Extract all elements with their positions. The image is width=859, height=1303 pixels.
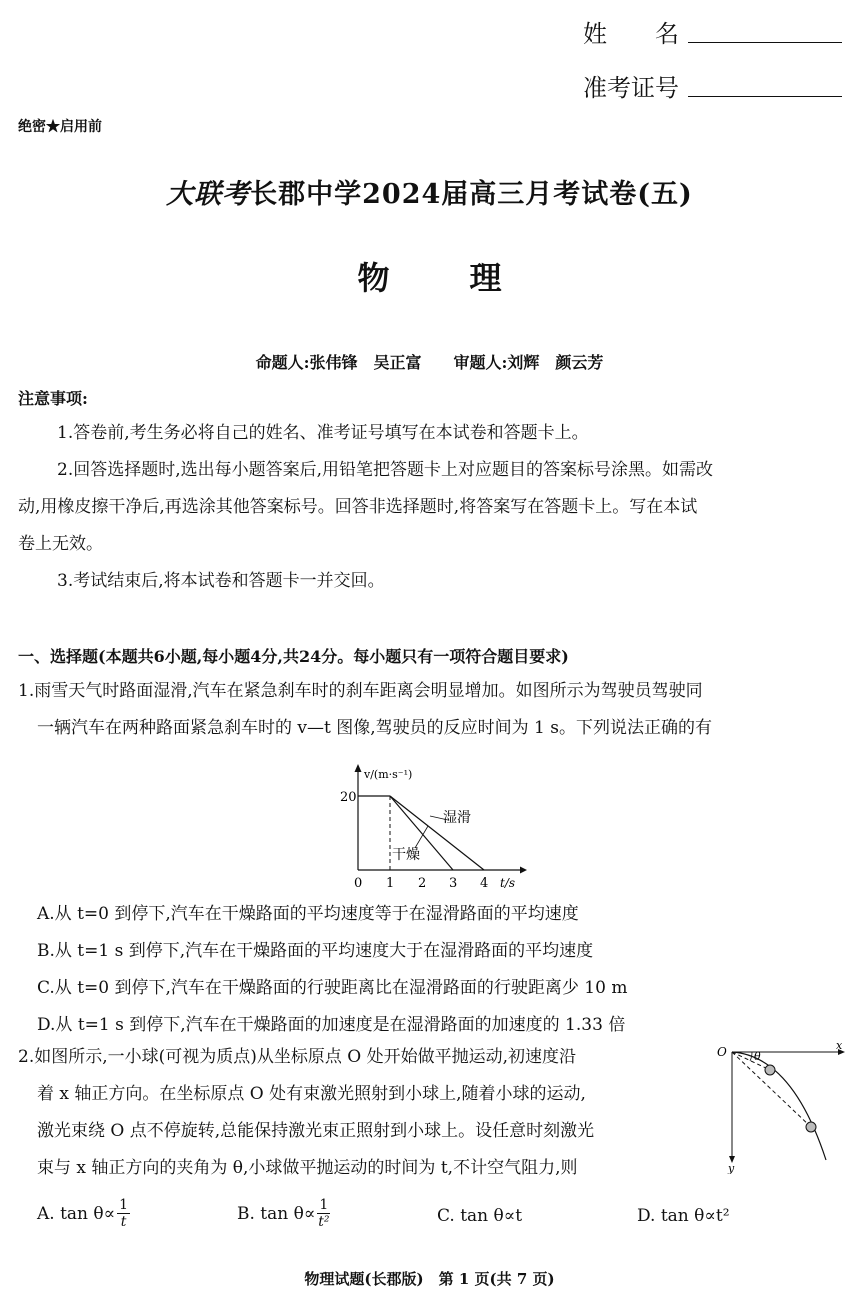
y-tick-20: 20 <box>340 790 357 805</box>
exam-id-field[interactable] <box>688 96 842 97</box>
q2-option-d: D. tan θ∝t² <box>637 1206 730 1226</box>
subject-char-1: 物 <box>357 259 390 297</box>
q2-option-b-prefix: B. tan θ∝ <box>237 1203 316 1224</box>
trajectory-curve <box>732 1052 826 1160</box>
page-footer: 物理试题(长郡版) 第 1 页(共 7 页) <box>304 1270 555 1288</box>
x-tick-3: 3 <box>449 876 458 891</box>
q1-vt-graph <box>330 758 530 896</box>
ball-position-1 <box>765 1065 775 1075</box>
q2-stem-line3: 激光束绕 O 点不停旋转,总能保持激光束正照射到小球上。设任意时刻激光 <box>37 1121 595 1141</box>
y-axis-arrow <box>355 764 362 772</box>
q1-option-a: A.从 t=0 到停下,汽车在干燥路面的平均速度等于在湿滑路面的平均速度 <box>37 904 579 924</box>
laser-beam-2 <box>732 1052 811 1127</box>
notice-item-1: 1.答卷前,考生务必将自己的姓名、准考证号填写在本试卷和答题卡上。 <box>57 423 589 443</box>
q1-option-d: D.从 t=1 s 到停下,汽车在干燥路面的加速度是在湿滑路面的加速度的 1.33 倍 <box>37 1015 626 1035</box>
q1-stem-line2: 一辆汽车在两种路面紧急刹车时的 v—t 图像,驾驶员的反应时间为 1 s。下列说法正确的有 <box>37 718 712 738</box>
x-axis-label: t/s <box>500 876 516 890</box>
q2-stem-line2: 着 x 轴正方向。在坐标原点 O 处有束激光照射到小球上,随着小球的运动, <box>37 1084 586 1104</box>
notice-heading: 注意事项: <box>18 389 88 408</box>
notice-item-2: 2.回答选择题时,选出每小题答案后,用铅笔把答题卡上对应题目的答案标号涂黑。如需改 <box>57 460 714 480</box>
notice-item-3: 3.考试结束后,将本试卷和答题卡一并交回。 <box>57 571 385 591</box>
y-axis-label: v/(m·s⁻¹) <box>364 768 413 781</box>
subject-char-2: 理 <box>469 259 502 297</box>
q2-option-b-num: 1 <box>319 1197 329 1213</box>
q1-option-b: B.从 t=1 s 到停下,汽车在干燥路面的平均速度大于在湿滑路面的平均速度 <box>37 941 594 961</box>
dry-label: 干燥 <box>392 847 420 863</box>
name-label: 姓 名 <box>583 20 679 48</box>
x-tick-2: 2 <box>418 876 427 891</box>
q1-option-c: C.从 t=0 到停下,汽车在干燥路面的行驶距离比在湿滑路面的行驶距离少 10 m <box>37 978 628 998</box>
name-field[interactable] <box>688 42 842 43</box>
brand-logo: 大联考 <box>166 179 251 210</box>
q2-stem-line4: 束与 x 轴正方向的夹角为 θ,小球做平抛运动的时间为 t,不计空气阻力,则 <box>37 1158 578 1178</box>
q2-option-a-fraction <box>117 1197 130 1230</box>
q2-option-a-num: 1 <box>119 1197 129 1213</box>
q2-option-b-den: t² <box>318 1214 330 1230</box>
exam-title <box>0 172 859 211</box>
q2-option-a-prefix: A. tan θ∝ <box>37 1203 116 1224</box>
exam-title-text: 长郡中学2024届高三月考试卷(五) <box>250 179 693 210</box>
x-axis-label: x <box>836 1040 843 1052</box>
dry-leader <box>415 826 428 848</box>
q2-option-b <box>237 1197 330 1230</box>
x-tick-4: 4 <box>480 876 489 891</box>
exam-id-label: 准考证号 <box>583 74 679 102</box>
x-tick-0: 0 <box>354 876 363 891</box>
notice-item-2-cont: 动,用橡皮擦干净后,再选涂其他答案标号。回答非选择题时,将答案写在答题卡上。写在本试 <box>18 497 698 517</box>
secret-mark: 绝密★启用前 <box>18 119 102 135</box>
q2-option-b-fraction <box>317 1197 330 1230</box>
theta-label: θ <box>754 1050 761 1063</box>
x-axis-arrow <box>520 867 527 874</box>
origin-label: O <box>717 1045 727 1059</box>
q1-stem-line1: 1.雨雪天气时路面湿滑,汽车在紧急刹车时的刹车距离会明显增加。如图所示为驾驶员驾驶同 <box>18 681 703 701</box>
q2-projectile-diagram <box>712 1040 852 1174</box>
q2-option-a-den: t <box>120 1214 127 1230</box>
ball-position-2 <box>806 1122 816 1132</box>
authors-line: 命题人:张伟锋 吴正富 审题人:刘辉 颜云芳 <box>255 353 604 372</box>
subject-title <box>0 253 859 299</box>
section-heading: 一、选择题(本题共6小题,每小题4分,共24分。每小题只有一项符合题目要求) <box>18 647 569 666</box>
laser-beam-1 <box>732 1052 770 1070</box>
q2-option-a <box>37 1197 130 1230</box>
notice-item-2-end: 卷上无效。 <box>18 534 103 554</box>
q2-stem-line1: 2.如图所示,一小球(可视为质点)从坐标原点 O 处开始做平抛运动,初速度沿 <box>18 1047 577 1067</box>
y-axis-label: y <box>728 1162 735 1174</box>
wet-label: 湿滑 <box>443 810 471 826</box>
q2-option-c: C. tan θ∝t <box>437 1206 523 1226</box>
x-tick-1: 1 <box>386 876 395 891</box>
